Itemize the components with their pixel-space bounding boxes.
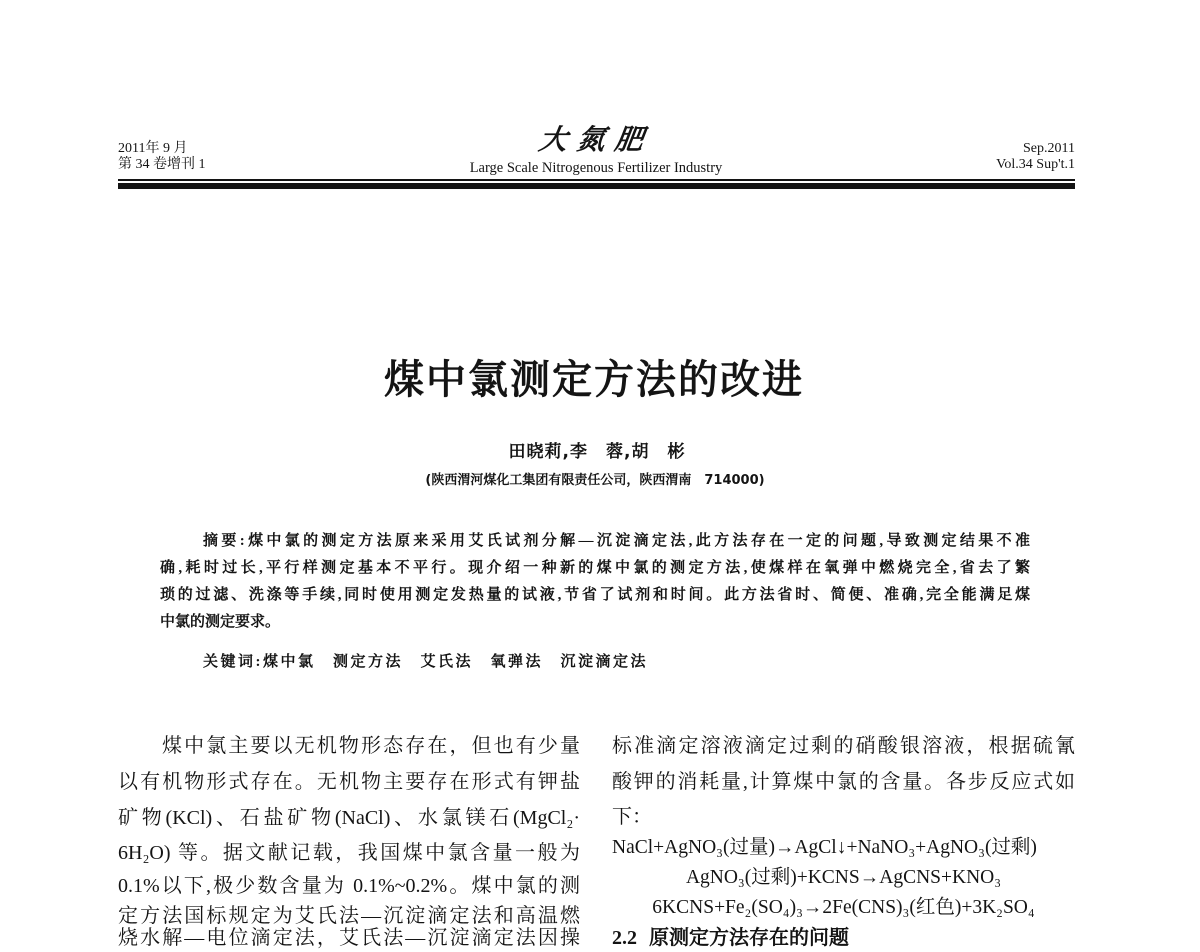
left-column-line: 0.1%以下,极少数含量为 0.1%~0.2%。煤中氯的测 [118,875,580,897]
header-rule-thin [118,179,1075,181]
keywords-line [203,650,963,674]
left-column-line: 以有机物形式存在。无机物主要存在形式有钾盐 [118,771,580,793]
issue-date-cn: 2011年 9 月 [118,141,188,156]
issue-volume-cn: 第 34 卷增刊 1 [118,157,206,172]
abstract-label: 摘要: [203,533,245,549]
abstract-line-2: 确,耗时过长,平行样测定基本不平行。现介绍一种新的煤中氯的测定方法,使煤样在氧弹中燃烧完全,省去了繁 [160,560,1030,576]
keywords-text: 煤中氯 测定方法 艾氏法 氧弹法 沉淀滴定法 [263,654,649,670]
abstract-line-4: 中氯的测定要求。 [160,614,281,630]
abstract-line-3: 琐的过滤、洗涤等手续,同时使用测定发热量的试液,节省了试剂和时间。此方法省时、简便、准确,完全能满足煤 [160,587,1030,603]
left-column-line: 煤中氯主要以无机物形态存在，但也有少量 [162,735,580,757]
right-column-line: 酸钾的消耗量,计算煤中氯的含量。各步反应式如 [612,771,1075,793]
left-column-line: 定方法国标规定为艾氏法—沉淀滴定法和高温燃 [118,905,580,927]
issue-date-en: Sep.2011 [1023,141,1075,156]
issue-volume-en: Vol.34 Sup't.1 [996,157,1075,172]
article-authors: 田晓莉,李 蓉,胡 彬 [508,442,686,462]
section-title: 原测定方法存在的问题 [649,927,849,949]
reaction-equation-2: AgNO₃(过剩)+KCNS→AgCNS+KNO₃ [685,867,1002,888]
left-column-line: 烧水解—电位滴定法，艾氏法—沉淀滴定法因操 [118,927,580,949]
journal-logo: 大氮肥 [536,123,656,156]
header-rule-thick [118,183,1075,189]
article-title: 煤中氯测定方法的改进 [384,357,804,403]
reaction-equation-3: 6KCNS+Fe₂(SO₄)₃→2Fe(CNS)₃(红色)+3K₂SO₄ [652,897,1035,918]
section-number: 2.2 [612,927,637,949]
section-heading [612,926,1075,950]
right-column-line: 下： [612,806,652,828]
journal-name-en: Large Scale Nitrogenous Fertilizer Industry [469,160,723,176]
left-column-line: 矿物(KCl)、石盐矿物(NaCl)、水氯镁石(MgCl₂· [118,807,580,829]
reaction-equation-1: NaCl+AgNO₃(过量)→AgCl↓+NaNO₃+AgNO₃(过剩) [612,837,1037,858]
abstract-line-1 [160,529,1030,553]
keywords-label: 关键词: [203,654,263,670]
abstract-text: 煤中氯的测定方法原来采用艾氏试剂分解—沉淀滴定法,此方法存在一定的问题,导致测定结果不准 [244,533,1030,549]
right-column-line: 标准滴定溶液滴定过剩的硝酸银溶液，根据硫氰 [612,735,1075,757]
left-column-line: 6H₂O) 等。据文献记载，我国煤中氯含量一般为 [118,842,580,864]
author-affiliation: (陕西渭河煤化工集团有限责任公司，陕西渭南 714000) [425,473,765,488]
